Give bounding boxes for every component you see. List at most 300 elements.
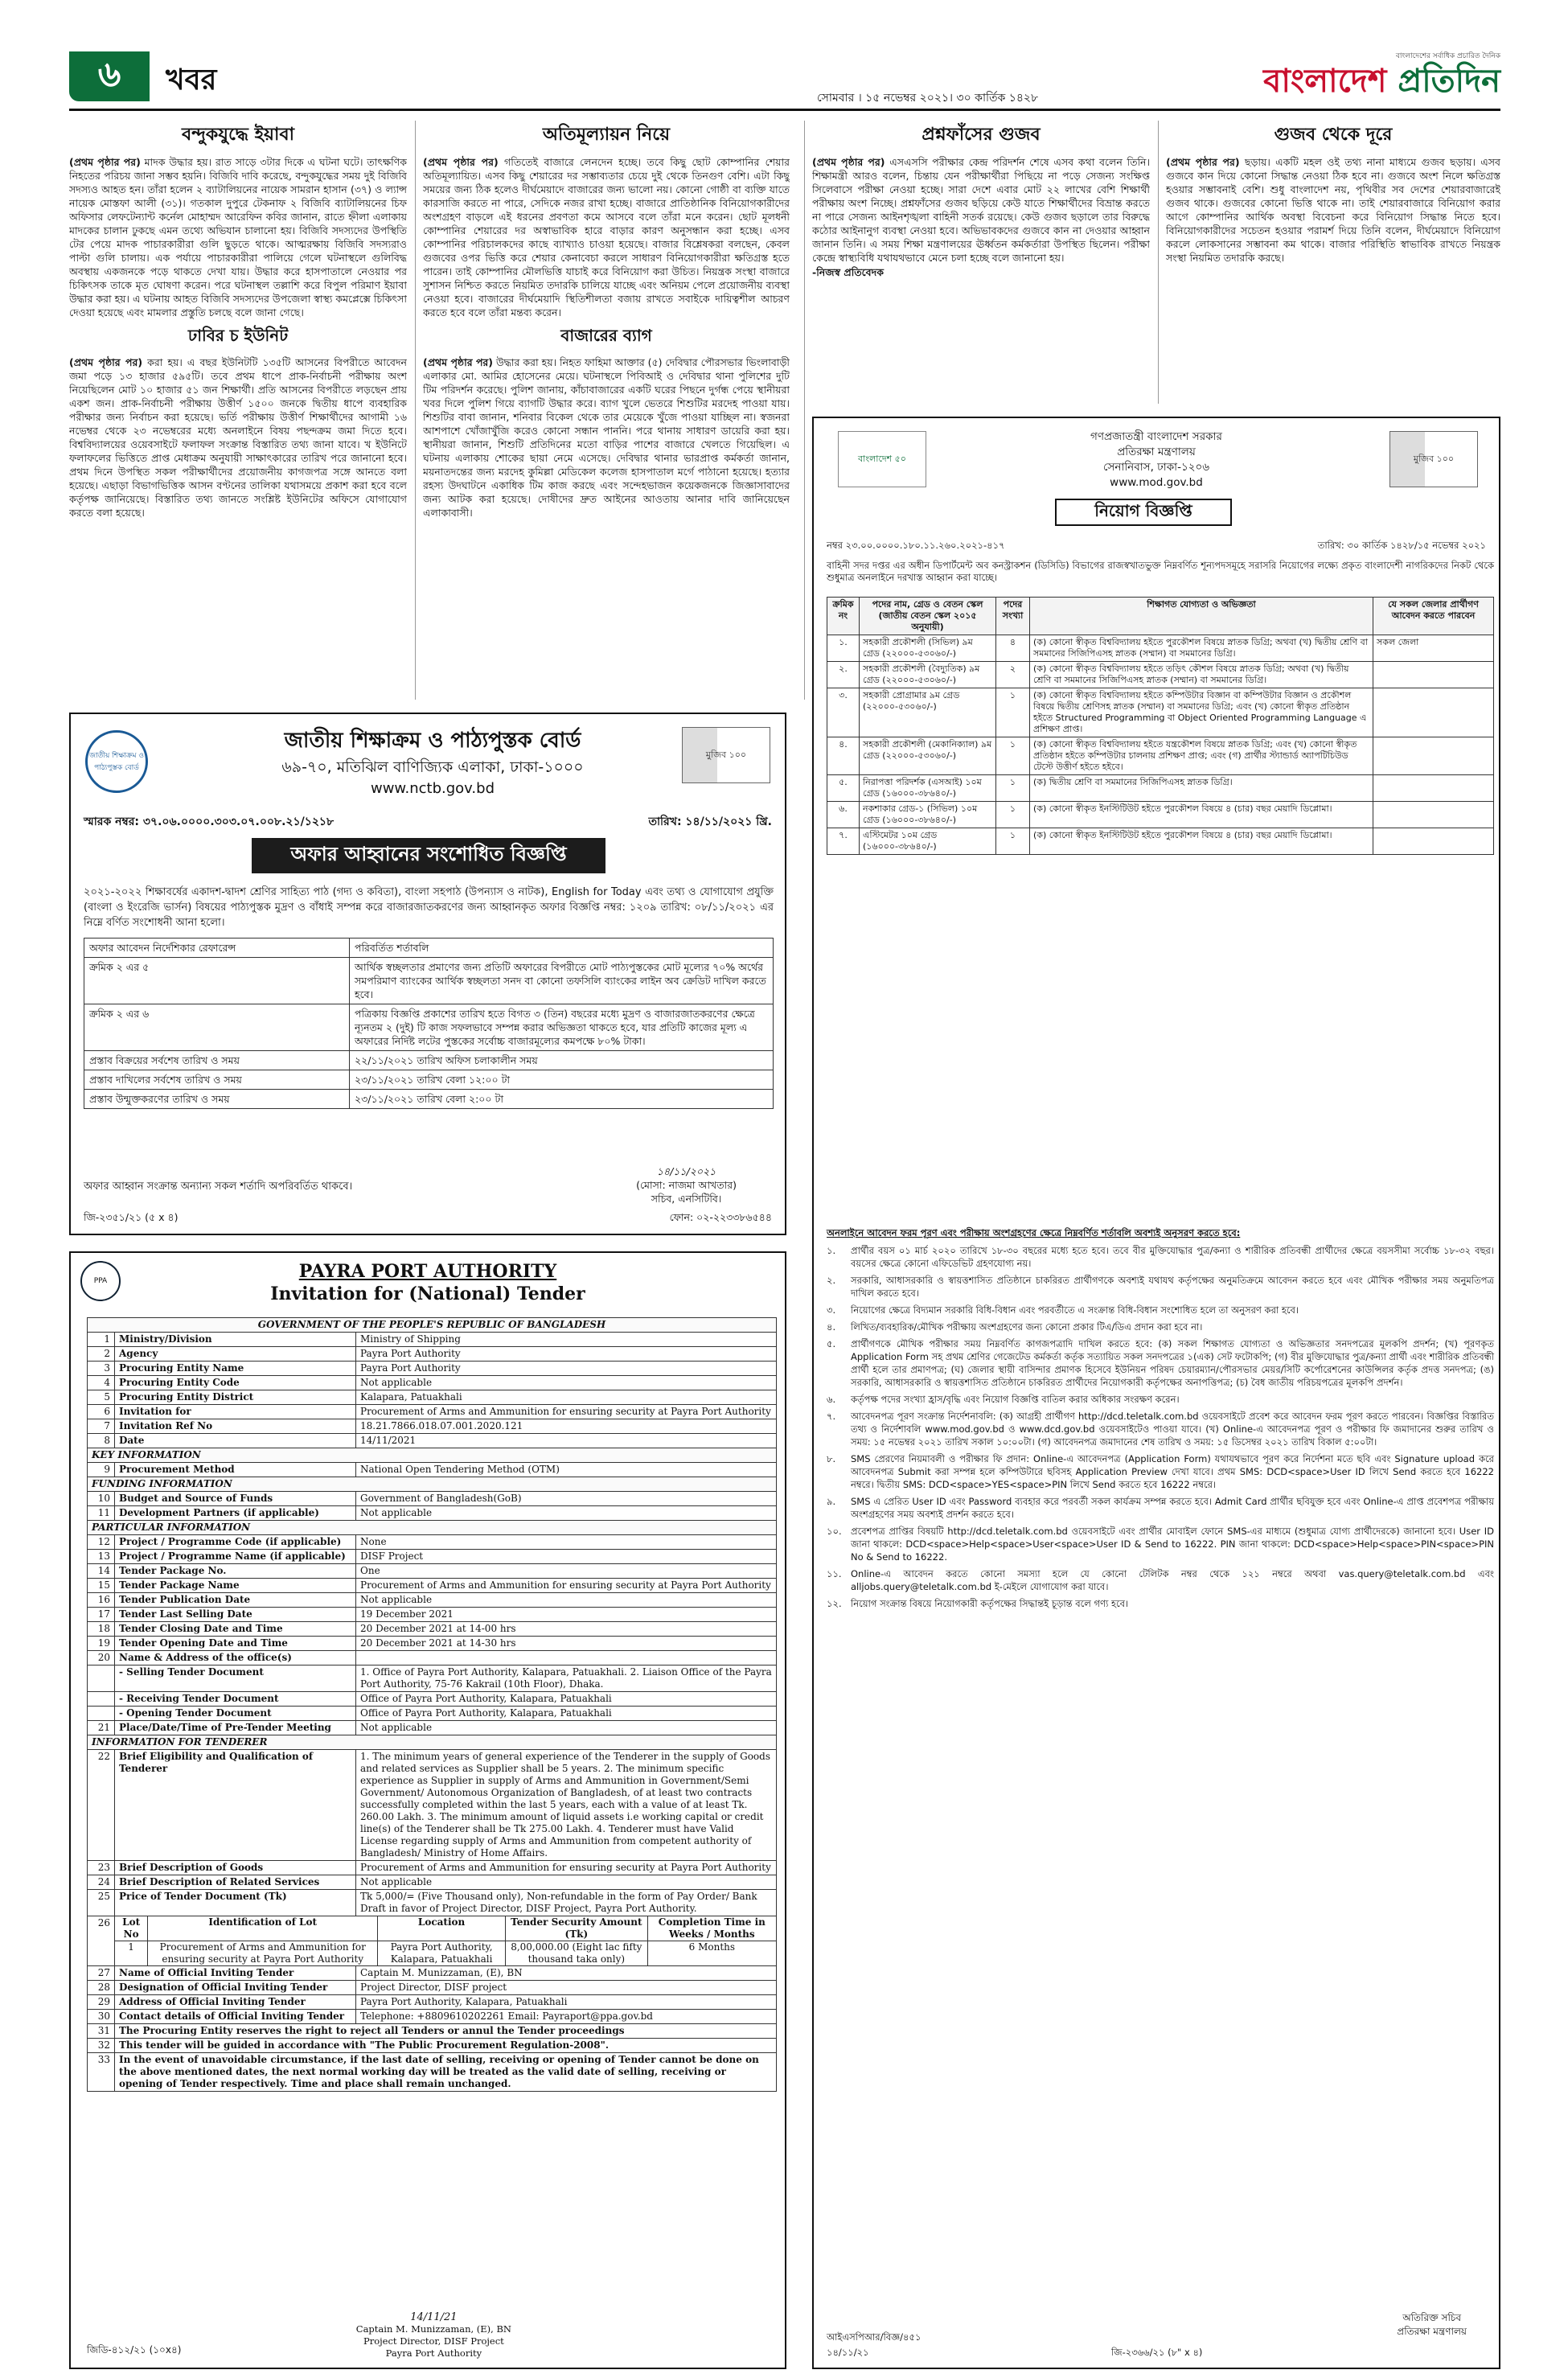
payra-port-logo: PPA (80, 1261, 121, 1301)
serial: ৫. (827, 775, 860, 802)
serial: ১. (827, 635, 860, 662)
post-name: সহকারী প্রকৌশলী (সিভিল) ৯ম গ্রেড (২২০০০-৫৩০৬০/-) (860, 635, 996, 662)
qualification: (ক) কোনো স্বীকৃত ইনস্টিটিউট হইতে পুরকৌশল বিষয়ে ৪ (চার) বছর মেয়াদি ডিপ্লোমা। (1030, 828, 1373, 855)
table-header-row (827, 598, 1494, 635)
row-value: Procurement of Arms and Ammunition for ensuring security at Payra Port Authority (356, 1861, 777, 1875)
table-header: শিক্ষাগত যোগ্যতা ও অভিজ্ঞতা (1030, 598, 1373, 635)
section-name: খবর (166, 64, 217, 97)
table-row (88, 1463, 777, 1477)
row-value: National Open Tendering Method (OTM) (356, 1463, 777, 1477)
table-header: অফার আবেদন নির্দেশিকার রেফারেন্স (84, 939, 350, 958)
qualification: (ক) দ্বিতীয় শ্রেণি বা সমমানের সিজিপিএসহ স্নাতক ডিগ্রি। (1030, 775, 1373, 802)
table-row (88, 1593, 777, 1608)
row-number: 22 (88, 1750, 115, 1861)
row-value: Not applicable (356, 1506, 777, 1521)
table-cell: প্রস্তাব দাখিলের সর্বশেষ তারিখ ও সময় (84, 1070, 350, 1090)
qualification: (ক) কোনো স্বীকৃত ইনস্টিটিউট হইতে পুরকৌশল বিষয়ে ৪ (চার) বছর মেয়াদি ডিপ্লোমা। (1030, 802, 1373, 828)
section-heading: PARTICULAR INFORMATION (88, 1521, 777, 1535)
signer-title: অতিরিক্ত সচিব (1402, 2312, 1462, 2323)
table-row (84, 1004, 774, 1051)
condition-text: Online-এ আবেদন করতে কোনো সমস্যা হলে যে কোনো টেলিটক নম্বর থেকে ১২১ নম্বরে অথবা vas.query@teletalk.com.bd এবং alljobs.query@teletalk.com.bd ই-মেইলে যোগাযোগ করা যাবে। (851, 1568, 1494, 1592)
row-number: 8 (88, 1434, 115, 1448)
row-label: - Selling Tender Document (115, 1665, 356, 1692)
table-cell: ক্রমিক ২ এর ৬ (84, 1004, 350, 1051)
clause-text: The Procuring Entity reserves the right to reject all Tenders or annul the Tender proceedings (115, 2024, 777, 2039)
section-heading: KEY INFORMATION (88, 1448, 777, 1463)
row-value: 19 December 2021 (356, 1608, 777, 1622)
condition-number: ১. (827, 1245, 836, 1256)
table-header-row (84, 939, 774, 958)
section-row (88, 1735, 777, 1750)
row-label: Tender Last Selling Date (115, 1608, 356, 1622)
post-name: এস্টিমেটর ১০ম গ্রেড (১৬০০০-৩৮৬৪০/-) (860, 828, 996, 855)
condition-text: আবেদনপত্র পূরণ সংক্রান্ত নির্দেশনাবলি: (ক) আগ্রহী প্রার্থীগণ http://dcd.teletalk.com.bd ওয়েবসাইটে প্রবেশ করে আবেদন ফরম পূরণ করতে পারবেন। বিজ্ঞপ্তির বিস্তারিত তথ্য ও নির্দেশাবলি www.mod.gov.bd ও www.dcd.gov.bd ওয়েবসাইটেও পাওয়া যাবে। (খ) Online-এ আবেদনপত্র পূরণ ও পরীক্ষার ফি জমাদানের শুরুর তারিখ ও সময়: ১৫ নভেম্বর ২০২১ তারিখ সকাল ১০:০০টা। (গ) আবেদনপত্র জমাদানের শেষ তারিখ ও সময়: ১৫ ডিসেম্বর ২০২১ তারিখ বিকাল ৫:০০টা। (851, 1411, 1494, 1448)
table-cell: প্রস্তাব বিক্রয়ের সর্বশেষ তারিখ ও সময় (84, 1051, 350, 1070)
table-row (88, 1875, 777, 1890)
table-row (88, 1721, 777, 1735)
vacancy-row (827, 802, 1494, 828)
condition-text: কর্তৃপক্ষ পদের সংখ্যা হ্রাস/বৃদ্ধি এবং নিয়োগ বিজ্ঞপ্তি বাতিল করার অধিকার সংরক্ষণ করেন। (851, 1394, 1180, 1405)
row-value: Office of Payra Port Authority, Kalapara, Patuakhali (356, 1707, 777, 1721)
row-number: 32 (88, 2039, 115, 2053)
post-count: ৪ (996, 635, 1030, 662)
nctb-memo-number: স্মারক নম্বর: ৩৭.০৬.০০০০.৩০৩.০৭.০০৮.২১/১২১৮ (84, 815, 335, 828)
nctb-phone: ফোন: ০২-২২৩৩৮৬৫৪৪ (669, 1211, 772, 1223)
lot-ident: Procurement of Arms and Ammunition for ensuring security at Payra Port Authority (148, 1941, 378, 1966)
row-value: Captain M. Munizzaman, (E), BN (356, 1966, 777, 1981)
condition-item (827, 1320, 1494, 1333)
condition-text: লিখিত/ব্যবহারিক/মৌখিক পরীক্ষায় অংশগ্রহণের জন্য কোনো প্রকার টিএ/ডিএ প্রদান করা হবে না। (851, 1321, 1203, 1333)
section-row (88, 1448, 777, 1463)
payra-tender-notice (69, 1251, 786, 2369)
recruitment-date: তারিখ: ৩০ কার্তিক ১৪২৮/১৫ নভেম্বর ২০২১ (1317, 540, 1486, 551)
row-number: 2 (88, 1347, 115, 1362)
signature-date: ১৪/১১/২০২১ (656, 1165, 716, 1177)
payra-header (71, 1261, 785, 1304)
payra-signature (356, 2311, 511, 2360)
table-row (88, 1861, 777, 1875)
condition-item (827, 1410, 1494, 1448)
recruitment-header (814, 429, 1499, 491)
post-name: নকশাকার গ্রেড-১ (সিভিল) ১০ম গ্রেড (১৬০০০-৩৮৬৪০/-) (860, 802, 996, 828)
row-value: Project Director, DISF project (356, 1981, 777, 1995)
table-cell: প্রস্তাব উন্মুক্তকরণের তারিখ ও সময় (84, 1090, 350, 1109)
payra-tender-table (87, 1317, 777, 2092)
table-cell: আর্থিক স্বচ্ছলতার প্রমাণের জন্য প্রতিটি অফারের বিপরীতে মোট পাঠ্যপুস্তকের মোট মূল্যের ৭০% অর্থের সমপরিমাণ ব্যাংকের আর্থিক স্বচ্ছলতা সনদ বা কোনো তফসিলি ব্যাংকের লাইন অব ক্রেডিট দাখিল করতে হবে। (350, 958, 774, 1004)
row-label: Date (115, 1434, 356, 1448)
ispr-ref: আইএসপিআর/বিজ্ঞ/৪৫১ (827, 2331, 922, 2343)
table-row (88, 2010, 777, 2024)
condition-number: ৬. (827, 1394, 836, 1405)
condition-item (827, 1567, 1494, 1593)
article-proshnofash (812, 121, 1150, 404)
row-number: 15 (88, 1579, 115, 1593)
vacancy-table (827, 597, 1494, 855)
row-value (356, 1651, 777, 1665)
row-label: Name & Address of the office(s) (115, 1651, 356, 1665)
post-name: সহকারী প্রকৌশলী (বৈদ্যুতিক) ৯ম গ্রেড (২২০০০-৫৩০৬০/-) (860, 662, 996, 688)
clause-row (88, 2053, 777, 2092)
row-value: DISF Project (356, 1550, 777, 1564)
row-label: Procuring Entity Code (115, 1376, 356, 1390)
row-label: Project / Programme Name (if applicable) (115, 1550, 356, 1564)
table-row (88, 1692, 777, 1707)
mujib-100-logo: মুজিব ১০০ (1389, 431, 1478, 487)
article-text: গতিতেই বাজারে লেনদেন হচ্ছে। তবে কিছু ছোট কোম্পানির শেয়ার অতিমূল্যায়িত। এসব কিছু শেয়ারের দর সম্ভাব্যতার চেয়ে দুই থেকে তিনগুণ বেশি। এটা কিছু সময়ের জন্য ঠিক হলেও দীর্ঘমেয়াদে বাজারের জন্য ভালো নয়। কোনো গোষ্ঠী বা ব্যক্তি যাতে কারসাজি করতে না পারে, সেদিকে নজর রাখা হচ্ছে। বাজারে প্রাতিষ্ঠানিক বিনিয়োগকারীদের অংশগ্রহণ বাড়লে এই ধরনের প্রবণতা কমে আসবে বলে তাঁরা মনে করেন। ছোট মূলধনী কোম্পানির শেয়ারের দর অস্বাভাবিক হারে বাড়ার কারণ অনুসন্ধান করা হচ্ছে। এসব কোম্পানির পরিচালকদের কাছে ব্যাখ্যাও চাওয়া হয়েছে। বাজার বিশ্লেষকরা বলছেন, কেবল গুজবের ওপর ভিত্তি করে শেয়ার কেনাবেচা করলে সাধারণ বিনিয়োগকারীরা ক্ষতিগ্রস্ত হতে পারেন। তাই কোম্পানির মৌলভিত্তি যাচাই করে বিনিয়োগ করা উচিত। নিয়ন্ত্রক সংস্থা বাজারে সুশাসন নিশ্চিত করতে নিয়মিত তদারকি চালিয়ে যাচ্ছে এবং অনিয়ম পেলে প্রয়োজনীয় ব্যবস্থা নেওয়া হবে। বাজারের দীর্ঘমেয়াদি স্থিতিশীলতা বজায় রাখতে সবাইকে দায়িত্বশীল আচরণ করতে হবে বলে তাঁরা মন্তব্য করেন। (423, 156, 790, 318)
recruitment-conditions (827, 1226, 1494, 1614)
lot-table (115, 1916, 776, 1965)
bangladesh-50-logo: বাংলাদেশ ৫০ (838, 431, 926, 487)
lead-ref: (প্রথম পৃষ্ঠার পর) (69, 356, 143, 368)
row-label: Price of Tender Document (Tk) (115, 1890, 356, 1916)
row-label: Tender Closing Date and Time (115, 1622, 356, 1637)
condition-item (827, 1452, 1494, 1491)
row-number: 19 (88, 1637, 115, 1651)
row-value: 1. The minimum years of general experience of the Tenderer in the supply of Goods and related services as Supplier shall be 5 years. 2. The minimum specific experience as Supplier in supply of Arms and Ammunition in Government/Semi Government/ Autonomous Organization of Bangladesh, of at least two contracts successfully completed within the last 5 years, each with a value of at least Tk. 260.00 Lakh. 3. The minimum amount of liquid assets i.e working capital or credit line(s) of the Tenderer shall be Tk 275.00 Lakh. 4. Tenderer must have Valid License regarding supply of Arms and Ammunition from competent authority of Bangladesh/ Ministry of Home Affairs. (356, 1750, 777, 1861)
condition-item (827, 1525, 1494, 1563)
table-row (88, 1362, 777, 1376)
lead-ref: (প্রথম পৃষ্ঠার পর) (1166, 156, 1240, 168)
table-row (88, 1966, 777, 1981)
row-label: Name of Official Inviting Tender (115, 1966, 356, 1981)
nctb-logo: জাতীয় শিক্ষাক্রম ও পাঠ্যপুস্তক বোর্ড (85, 730, 148, 793)
gov-header: GOVERNMENT OF THE PEOPLE'S REPUBLIC OF BANGLADESH (88, 1318, 777, 1333)
row-number: 21 (88, 1721, 115, 1735)
table-row (88, 1707, 777, 1721)
ministry-name: প্রতিরক্ষা মন্ত্রণালয় (1117, 446, 1196, 458)
brand-name (1259, 62, 1500, 101)
row-label: Address of Official Inviting Tender (115, 1995, 356, 2010)
qualification: (ক) কোনো স্বীকৃত বিশ্ববিদ্যালয় হইতে যন্ত্রকৌশল বিষয়ে স্নাতক ডিগ্রি; এবং (খ) কোনো স্বীকৃত প্রতিষ্ঠান হইতে কম্পিউটার চালনায় প্রশিক্ষণ প্রাপ্ত; এবং (গ) প্রার্থীর স্ট্যান্ডার্ড অ্যাপটিচিউড টেস্টে উত্তীর্ণ হইতে হইবে। (1030, 737, 1373, 775)
recruitment-intro: বাহিনী সদর দপ্তর এর অধীন ডিপার্টমেন্ট অব কনস্ট্রাকশন (ডিসিডি) বিভাগের রাজস্বখাতভুক্ত নিম্নবর্ণিত শূন্যপদসমূহে সরাসরি নিয়োগের লক্ষ্যে প্রকৃত বাংলাদেশী নাগরিকদের নিকট থেকে শুধুমাত্র অনলাইনে দরখাস্ত আহ্বান করা যাচ্ছে। (827, 560, 1494, 583)
eligible-districts (1373, 688, 1494, 737)
row-value: 18.21.7866.018.07.001.2020.121 (356, 1419, 777, 1434)
article-sub-body (69, 355, 407, 520)
gov-name: গণপ্রজাতন্ত্রী বাংলাদেশ সরকার (1090, 430, 1222, 443)
lot-table-cell (115, 1916, 777, 1966)
condition-text: সরকারি, আধাসরকারি ও স্বায়ত্তশাসিত প্রতিষ্ঠানে চাকরিরত প্রার্থীগণকে অবশ্যই যথাযথ কর্তৃপক্ষের অনুমতিক্রমে আবেদন করতে হবে এবং মৌখিক পরীক্ষার সময় অনুমতিপত্র দাখিল করতে হবে। (851, 1275, 1494, 1299)
condition-number: ৭. (827, 1411, 836, 1422)
lead-ref: (প্রথম পৃষ্ঠার পর) (69, 156, 141, 168)
section-row (88, 1521, 777, 1535)
row-label: Procuring Entity District (115, 1390, 356, 1405)
row-number: 9 (88, 1463, 115, 1477)
lead-ref: (প্রথম পৃষ্ঠার পর) (423, 356, 494, 368)
post-count: ১ (996, 802, 1030, 828)
condition-text: নিয়োগ সংক্রান্ত বিষয়ে নিয়োগকারী কর্তৃপক্ষের সিদ্ধান্তই চূড়ান্ত বলে গণ্য হবে। (851, 1598, 1129, 1609)
eligible-districts (1373, 828, 1494, 855)
article-body-bag (423, 355, 790, 520)
row-value: Not applicable (356, 1721, 777, 1735)
ad-reference: জিডি-৪১২/২১ (১০x৪) (87, 2344, 182, 2356)
row-value: Payra Port Authority (356, 1362, 777, 1376)
row-label: - Opening Tender Document (115, 1707, 356, 1721)
section-heading: INFORMATION FOR TENDERER (88, 1735, 777, 1750)
table-row (88, 1318, 777, 1333)
signer-org: প্রতিরক্ষা মন্ত্রণালয় (1397, 2326, 1467, 2337)
article-title: বন্দুকযুদ্ধে ইয়াবা (181, 125, 294, 145)
nctb-title: জাতীয় শিক্ষাক্রম ও পাঠ্যপুস্তক বোর্ড (284, 729, 581, 753)
condition-number: ৫. (827, 1338, 836, 1349)
eligible-districts (1373, 737, 1494, 775)
vacancy-row (827, 737, 1494, 775)
row-value: Not applicable (356, 1593, 777, 1608)
nctb-intro: ২০২১-২০২২ শিক্ষাবর্ষের একাদশ-দ্বাদশ শ্রেণির সাহিত্য পাঠ (গদ্য ও কবিতা), বাংলা সহপাঠ (উপন্যাস ও নাটক), English for Today এবং তথ্য ও যোগাযোগ প্রযুক্তি (বাংলা ও ইংরেজি ভার্সন) বিষয়ের পাঠ্যপুস্তক মুদ্রণ ও বাঁধাই সম্পন্ন করে বাজারজাতকরণের জন্য আহ্বানকৃত অফার বিজ্ঞপ্তি নম্বর: ১২০৯ তারিখ: ০৮/১১/২০২১ এর নিম্নে বর্ণিত সংশোধনী আনা হলো। (84, 886, 774, 929)
vacancy-row (827, 775, 1494, 802)
table-row (84, 958, 774, 1004)
table-row (88, 1535, 777, 1550)
nctb-notice (69, 713, 786, 1235)
row-label: Tender Opening Date and Time (115, 1637, 356, 1651)
post-count: ১ (996, 737, 1030, 775)
row-number: 33 (88, 2053, 115, 2092)
table-row (88, 1665, 777, 1692)
article-title: অতিমূল্যায়ন নিয়ে (542, 125, 671, 145)
condition-text: SMS প্রেরণের নিয়মাবলী ও পরীক্ষার ফি প্রদান: Online-এ আবেদনপত্র (Application Form) যথাযথভাবে পূরণ করে নির্দেশনা মতে ছবি এবং Signature upload করে আবেদনপত্র Submit করা সম্পন্ন হলে কম্পিউটারে ছবিসহ Application Preview দেখা যাবে। প্রথম SMS: DCD<space>User ID লিখে Send করতে হবে 16222 নম্বরে। দ্বিতীয় SMS: DCD<space>YES<space>PIN লিখে Send করতে হবে 16222 নম্বরে। (851, 1453, 1494, 1490)
row-label: Agency (115, 1347, 356, 1362)
table-cell: ক্রমিক ২ এর ৫ (84, 958, 350, 1004)
post-name: সহকারী প্রোগ্রামার ৯ম গ্রেড (২২০০০-৫৩০৬০/-) (860, 688, 996, 737)
article-subtitle: ঢাবির চ ইউনিট (187, 326, 289, 345)
condition-number: ১২. (827, 1598, 842, 1609)
row-value: Not applicable (356, 1376, 777, 1390)
signer-title: সচিব, এনসিটিবি। (651, 1193, 722, 1205)
eligible-districts (1373, 662, 1494, 688)
lot-loc: Payra Port Authority, Kalapara, Patuakhali (378, 1941, 506, 1966)
table-row (88, 1550, 777, 1564)
article-text: ছড়ায়। একটি মহল ওই তথ্য নানা মাধ্যমে গুজব ছড়ায়। এসব গুজবে কান দিয়ে কোনো সিদ্ধান্ত নেওয়া ঠিক হবে না। গুজবে অংশ নিলে ক্ষতিগ্রস্ত হওয়ার সম্ভাবনাই বেশি। শুধু বাংলাদেশ নয়, পৃথিবীর সব দেশের শেয়ারবাজারেই গুজব থাকে। গুজবের কোনো ভিত্তি থাকে না। তাই শেয়ারবাজারে বিনিয়োগ করার আগে কোম্পানির আর্থিক অবস্থা বিবেচনা করে বিনিয়োগ সিদ্ধান্ত নিতে হবে। বিনিয়োগকারীদের সচেতন হওয়ার পরামর্শ দিয়ে তিনি বলেন, দীর্ঘমেয়াদে বিনিয়োগ করলে লোকসানের সম্ভাবনা কম থাকে। বাজার পরিস্থিতি স্বাভাবিক রাখতে নিয়ন্ত্রক সংস্থা নিয়মিত তদারকি করছে। (1166, 156, 1500, 264)
row-number: 18 (88, 1622, 115, 1637)
section-row (88, 1477, 777, 1492)
post-count: ১ (996, 775, 1030, 802)
row-number (88, 1665, 115, 1692)
recruitment-signature (1397, 2311, 1467, 2339)
lot-sec: 8,00,000.00 (Eight lac fifty thousand taka only) (505, 1941, 647, 1966)
issue-date: সোমবার । ১৫ নভেম্বর ২০২১। ৩০ কার্তিক ১৪২৮ (817, 92, 1039, 105)
ad-reference: জি-২৩৫১/২১ (৫ x ৪) (84, 1211, 179, 1223)
row-value: 20 December 2021 at 14-30 hrs (356, 1637, 777, 1651)
clause-row (88, 2039, 777, 2053)
vacancy-row (827, 662, 1494, 688)
row-number: 31 (88, 2024, 115, 2039)
clause-text: In the event of unavoidable circumstance, if the last date of selling, receiving or opening of Tender cannot be done on the above mentioned dates, the next normal working day will be treated as the valid date of selling, receiving or opening of Tender respectively. Time and place shall remain unchanged. (115, 2053, 777, 2092)
condition-text: নিয়োগের ক্ষেত্রে বিদ্যমান সরকারি বিধি-বিধান এবং পরবর্তীতে এ সংক্রান্ত বিধি-বিধান সংশোধিত হলে তা অনুসরণ করা হবে। (851, 1304, 1299, 1316)
post-name: নিরাপত্তা পরিদর্শক (এসআই) ১০ম গ্রেড (১৬০০০-৩৮৬৪০/-) (860, 775, 996, 802)
article-body (1166, 155, 1500, 265)
row-number: 23 (88, 1861, 115, 1875)
article-abamulyayan (423, 121, 790, 701)
condition-item (827, 1495, 1494, 1521)
row-label: Invitation for (115, 1405, 356, 1419)
post-count: ২ (996, 662, 1030, 688)
payra-subtitle: Invitation for (National) Tender (270, 1284, 585, 1304)
clause-row (88, 2024, 777, 2039)
ad-reference (827, 2331, 921, 2361)
row-label: Brief Eligibility and Qualification of Tenderer (115, 1750, 356, 1861)
table-row (84, 1051, 774, 1070)
row-label: Tender Package No. (115, 1564, 356, 1579)
row-label: Tender Package Name (115, 1579, 356, 1593)
brand-accent: প্রতিদিন (1398, 62, 1500, 100)
row-number: 4 (88, 1376, 115, 1390)
vacancy-row (827, 688, 1494, 737)
lead-ref: (প্রথম পৃষ্ঠার পর) (812, 156, 885, 168)
row-number: 11 (88, 1506, 115, 1521)
lot-header: Completion Time in Weeks / Months (647, 1916, 776, 1941)
qualification: (ক) কোনো স্বীকৃত বিশ্ববিদ্যালয় হইতে কম্পিউটার বিজ্ঞান বা কম্পিউটার বিজ্ঞান ও প্রকৌশল বিষয়ে দ্বিতীয় শ্রেণিসহ স্নাতক (সম্মান) বা সমমানের ডিগ্রি; এবং (খ) কোনো স্বীকৃত প্রতিষ্ঠান হইতে Structured Programming বা Object Oriented Programming Language এ প্রশিক্ষণ প্রাপ্ত। (1030, 688, 1373, 737)
table-cell: পত্রিকায় বিজ্ঞপ্তি প্রকাশের তারিখ হতে বিগত ৩ (তিন) বছরের মধ্যে মুদ্রণ ও বাজারজাতকরণের ক্ষেত্রে ন্যূনতম ২ (দুই) টি কাজ সফলভাবে সম্পন্ন করার অভিজ্ঞতা থাকতে হবে, যার প্রতিটি কাজের মূল্য এ অফারের নির্দিষ্ট লটের পুস্তকের সর্বোচ্চ বাজারমূল্যের কমপক্ষে ৮০% টাকা। (350, 1004, 774, 1051)
table-row (88, 1419, 777, 1434)
article-bandukyuddhe (69, 121, 407, 701)
condition-item (827, 1597, 1494, 1610)
row-number: 20 (88, 1651, 115, 1665)
row-number: 1 (88, 1333, 115, 1347)
row-label: Brief Description of Related Services (115, 1875, 356, 1890)
row-label: Project / Programme Code (if applicable) (115, 1535, 356, 1550)
lot-header: Location (378, 1916, 506, 1941)
row-value: One (356, 1564, 777, 1579)
row-value: Tk 5,000/= (Five Thousand only), Non-refundable in the form of Pay Order/ Bank Draft in favor of Project Director, DISF Project, Payra Port Authority. (356, 1890, 777, 1916)
ministry-website[interactable]: www.mod.gov.bd (1110, 476, 1203, 489)
ministry-address: সেনানিবাস, ঢাকা-১২০৬ (1102, 461, 1210, 474)
row-number: 29 (88, 1995, 115, 2010)
table-row (88, 1376, 777, 1390)
row-label: Contact details of Official Inviting Tender (115, 2010, 356, 2024)
article-body (812, 155, 1150, 265)
table-row (88, 1333, 777, 1347)
condition-number: ৩. (827, 1304, 836, 1316)
table-cell: ২৩/১১/২০২১ তারিখ বেলা ১২:০০ টা (350, 1070, 774, 1090)
signer-title: Project Director, DISF Project (363, 2335, 504, 2347)
brand-tagline: বাংলাদেশের সর্বাধিক প্রচারিত দৈনিক (1395, 52, 1500, 60)
table-row (84, 1070, 774, 1090)
condition-number: ৯. (827, 1496, 836, 1507)
column-divider (1158, 121, 1159, 404)
row-label: Designation of Official Inviting Tender (115, 1981, 356, 1995)
nctb-footer-note: অফার আহ্বান সংক্রান্ত অন্যান্য সকল শর্তাদি অপরিবর্তিত থাকবে। (84, 1181, 353, 1193)
conditions-header: অনলাইনে আবেদন ফরম পূরণ এবং পরীক্ষায় অংশগ্রহণের ক্ষেত্রে নিম্নবর্ণিত শর্তাবলি অবশ্যই অনুসরণ করতে হবে: (827, 1227, 1241, 1238)
row-value: Not applicable (356, 1875, 777, 1890)
row-value: 14/11/2021 (356, 1434, 777, 1448)
eligible-districts (1373, 802, 1494, 828)
row-value: Office of Payra Port Authority, Kalapara, Patuakhali (356, 1692, 777, 1707)
table-cell: ২২/১১/২০২১ তারিখ অফিস চলাকালীন সময় (350, 1051, 774, 1070)
row-number: 16 (88, 1593, 115, 1608)
lot-time: 6 Months (688, 1941, 736, 1953)
row-value: Payra Port Authority (356, 1347, 777, 1362)
row-label: Invitation Ref No (115, 1419, 356, 1434)
recruitment-banner: নিয়োগ বিজ্ঞপ্তি (1055, 499, 1232, 526)
condition-text: প্রার্থীগণকে মৌখিক পরীক্ষার সময় নিম্নবর্ণিত কাগজপত্রাদি দাখিল করতে হবে: (ক) সকল শিক্ষাগত যোগ্যতা ও অভিজ্ঞতার সনদপত্রের মূলকপি প্রদর্শন; (খ) পূরণকৃত Application Form সহ প্রথম শ্রেণির গেজেটেড কর্মকর্তা কর্তৃক সত্যায়িত সকল সনদপত্রের ১(এক) সেট ফটোকপি; (গ) বীর মুক্তিযোদ্ধার পুত্র/কন্যা প্রার্থী এবং শারীরিক প্রতিবন্ধী প্রার্থী হলে তার প্রমাণপত্র; (ঘ) জেলার স্থায়ী বাসিন্দার প্রমাণক হিসেবে ইউনিয়ন পরিষদ চেয়ারম্যান/পৌরসভার মেয়র/সিটি কর্পোরেশনের কাউন্সিলর কর্তৃক প্রদত্ত সনদপত্র; (ঙ) সরকারি, আধাসরকারি ও স্বায়ত্তশাসিত প্রতিষ্ঠানে চাকরিরত প্রার্থীদের নিয়োগকারী কর্তৃপক্ষের অনাপত্তিপত্র; (চ) বৈধ জাতীয় পরিচয়পত্রের মূলকপি প্রদর্শন। (851, 1338, 1494, 1388)
row-number: 5 (88, 1390, 115, 1405)
ispr-date: ১৪/১১/২১ (827, 2347, 869, 2358)
condition-number: ১০. (827, 1526, 842, 1537)
lot-header-row (115, 1916, 776, 1941)
article-text: করা হয়। এ বছর ইউনিটটি ১৩৫টি আসনের বিপরীতে আবেদন জমা পড়ে ১৩ হাজার ৫৯৫টি। তবে প্রথম ধাপে প্রাক-নির্বাচনী পরীক্ষায় অংশ নিয়েছিলেন মোট ১০ হাজার ৫১ জন শিক্ষার্থী। প্রতি আসনের বিপরীতে লড়ছেন প্রায় একশ জন। প্রাক-নির্বাচনী পরীক্ষায় উত্তীর্ণ ১৫০০ জনকে দ্বিতীয় ধাপে ব্যবহারিক পরীক্ষার জন্য নির্বাচন করা হয়েছে। ভর্তি পরীক্ষায় উত্তীর্ণ শিক্ষার্থীদের আগামী ১৬ নভেম্বর থেকে ২৩ নভেম্বরের মধ্যে অনলাইনে বিষয় পছন্দক্রম জমা দিতে হবে। বিশ্ববিদ্যালয়ের ওয়েবসাইটে ফলাফল সংক্রান্ত বিস্তারিত তথ্য জানা যাবে। খ ইউনিটে ফলাফলের ভিত্তিতে প্রাপ্ত মেধাক্রম অনুযায়ী সাক্ষাৎকারের তারিখ পরে জানানো হবে। প্রথম দিনে উপস্থিত সকল পরীক্ষার্থীদের প্রয়োজনীয় কাগজপত্র সঙ্গে আনতে বলা হয়েছে। এছাড়া বিভাগভিত্তিক আসন বণ্টনের তালিকা যথাসময়ে প্রকাশ করা হবে বলে কর্তৃপক্ষ জানিয়েছে। বিস্তারিত তথ্য জানতে সংশ্লিষ্ট ইউনিটের অফিসে যোগাযোগ করতে বলা হয়েছে। (69, 356, 407, 519)
qualification: (ক) কোনো স্বীকৃত বিশ্ববিদ্যালয় হইতে তড়িৎ কৌশল বিষয়ে স্নাতক ডিগ্রি; অথবা (খ) দ্বিতীয় শ্রেণি বা সমমানের সিজিপিএসহ স্নাতক (সম্মান) বা সমমানের ডিগ্রি। (1030, 662, 1373, 688)
newspaper-logo (1259, 50, 1500, 101)
signer-name: Captain M. Munizzaman, (E), BN (355, 2323, 511, 2335)
table-row (88, 1995, 777, 2010)
lot-header: Identification of Lot (148, 1916, 378, 1941)
condition-item (827, 1393, 1494, 1406)
serial: ৪. (827, 737, 860, 775)
row-value: Procurement of Arms and Ammunition for ensuring security at Payra Port Authority (356, 1579, 777, 1593)
row-number: 26 (88, 1916, 115, 1966)
table-row (88, 1347, 777, 1362)
nctb-website[interactable]: www.nctb.gov.bd (370, 780, 495, 797)
table-header: পদের নাম, গ্রেড ও বেতন স্কেল (জাতীয় বেতন স্কেল ২০১৫ অনুযায়ী) (860, 598, 996, 635)
table-row (88, 1405, 777, 1419)
row-value: 1. Office of Payra Port Authority, Kalapara, Patuakhali. 2. Liaison Office of the Payra Port Authority, 75-76 Kakrail (10th Floor), Dhaka. (356, 1665, 777, 1692)
nctb-banner: অফার আহ্বানের সংশোধিত বিজ্ঞপ্তি (252, 838, 605, 873)
condition-item (827, 1244, 1494, 1270)
row-number: 27 (88, 1966, 115, 1981)
table-row (88, 1981, 777, 1995)
article-body (423, 155, 790, 319)
post-count: ১ (996, 828, 1030, 855)
article-title: প্রশ্নফাঁসের গুজব (922, 125, 1041, 145)
row-value: None (356, 1535, 777, 1550)
row-label: Place/Date/Time of Pre-Tender Meeting (115, 1721, 356, 1735)
payra-title: PAYRA PORT AUTHORITY (298, 1261, 557, 1282)
table-row (88, 1390, 777, 1405)
table-row (88, 1651, 777, 1665)
article-title: গুজব থেকে দূরে (1274, 125, 1393, 145)
post-name: সহকারী প্রকৌশলী (মেকানিক্যাল) ৯ম গ্রেড (২২০০০-৫৩০৬০/-) (860, 737, 996, 775)
eligible-districts: সকল জেলা (1373, 635, 1494, 662)
lot-header: Lot No (115, 1916, 148, 1941)
recruitment-memo: নম্বর ২৩.০০.০০০০.১৮০.১১.২৬০.২০২১-৪১৭ (827, 540, 1005, 551)
table-row (88, 1608, 777, 1622)
nctb-date: তারিখ: ১৪/১১/২০২১ খ্রি. (648, 815, 772, 828)
table-header: ক্রমিক নং (827, 598, 860, 635)
row-label: Budget and Source of Funds (115, 1492, 356, 1506)
row-number: 10 (88, 1492, 115, 1506)
row-number: 25 (88, 1890, 115, 1916)
row-value: Payra Port Authority, Kalapara, Patuakhali (356, 1995, 777, 2010)
byline: -নিজস্ব প্রতিবেদক (812, 266, 884, 278)
lot-value-row (115, 1941, 776, 1966)
row-number (88, 1707, 115, 1721)
serial: ২. (827, 662, 860, 688)
serial: ৩. (827, 688, 860, 737)
serial: ৭. (827, 828, 860, 855)
signature-date: 14/11/21 (410, 2311, 458, 2323)
row-label: Tender Publication Date (115, 1593, 356, 1608)
recruitment-notice (812, 417, 1500, 2369)
lot-row (88, 1916, 777, 1966)
nctb-address: ৬৯-৭০, মতিঝিল বাণিজ্যিক এলাকা, ঢাকা-১০০০ (281, 758, 584, 776)
lead-ref: (প্রথম পৃষ্ঠার পর) (423, 156, 499, 168)
eligible-districts (1373, 775, 1494, 802)
row-value: 20 December 2021 at 14-00 hrs (356, 1622, 777, 1637)
table-row (88, 1579, 777, 1593)
serial: ৬. (827, 802, 860, 828)
table-row (88, 1564, 777, 1579)
article-gujob (1166, 121, 1500, 404)
row-number: 7 (88, 1419, 115, 1434)
condition-number: ২. (827, 1275, 836, 1286)
mujib-100-logo: মুজিব ১০০ (682, 727, 770, 783)
row-number (88, 1692, 115, 1707)
table-row (88, 1750, 777, 1861)
table-row (88, 1434, 777, 1448)
table-header: পরিবর্তিত শর্তাবলি (350, 939, 774, 958)
row-label: Procurement Method (115, 1463, 356, 1477)
table-row (88, 1492, 777, 1506)
condition-item (827, 1304, 1494, 1316)
